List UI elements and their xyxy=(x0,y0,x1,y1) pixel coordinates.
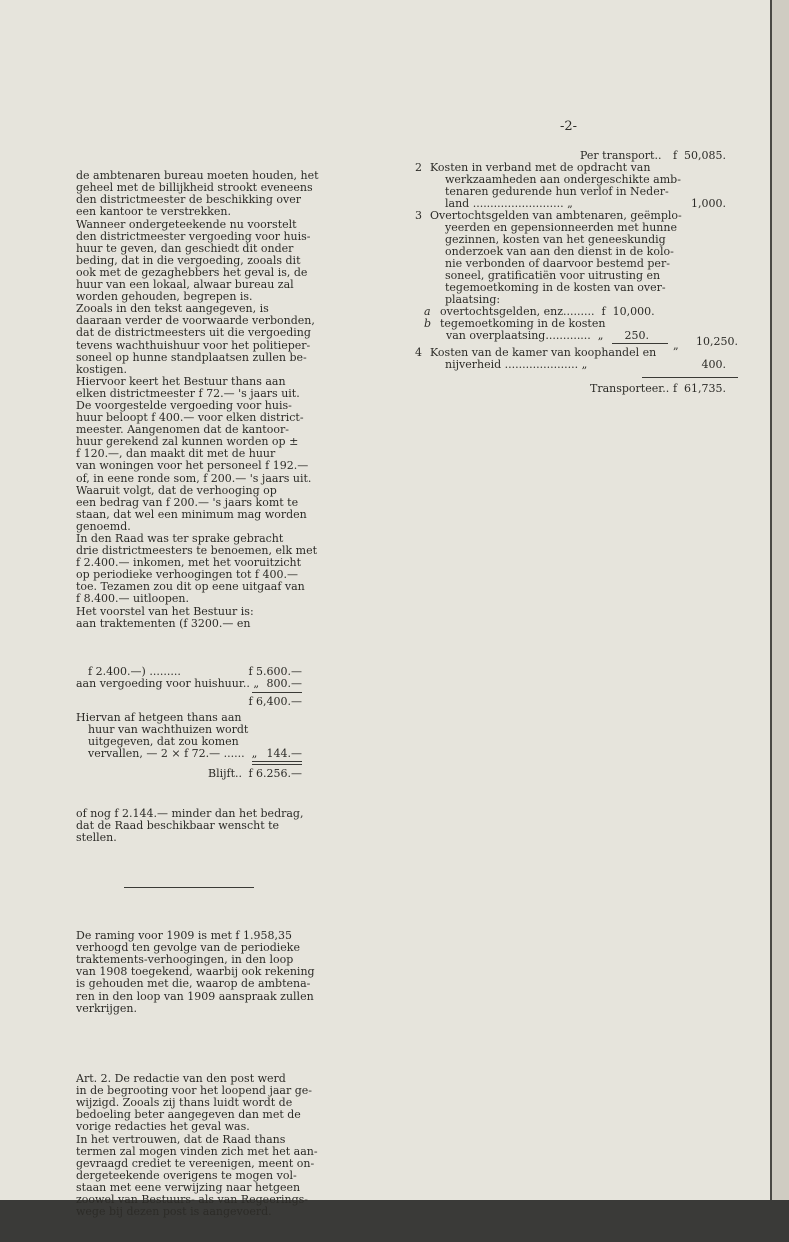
calc-tail-line-3: stellen. xyxy=(76,831,117,845)
item-3-quote: „ xyxy=(673,339,679,352)
item-3-line-4: onderzoek van aan den dienst in de kolo- xyxy=(445,245,674,258)
left-para1-line-30: genoemd. xyxy=(76,519,131,533)
item-3-line-2: yeerden en gepensionneerden met hunne xyxy=(445,221,677,234)
left-para1-line-11: worden gehouden, begrepen is. xyxy=(76,290,253,304)
left-para1-line-35: toe. Tezamen zou dit op eene uitgaaf van xyxy=(76,580,305,594)
calc-line-3: Hiervan af hetgeen thans aan xyxy=(76,711,242,725)
left-para2-line-3: traktements-verhoogingen, in den loop xyxy=(76,953,294,967)
left-para2-line-6: ren in den loop van 1909 aanspraak zullen xyxy=(76,989,314,1003)
calc-amount-6: 144.— xyxy=(266,747,302,761)
left-para1-line-19: elken districtmeester f 72.— 's jaars uit. xyxy=(76,386,300,400)
item-4-line-2: nijverheid ..................... „ xyxy=(445,358,588,371)
left-para1-line-28: een bedrag van f 200.— 's jaars komt te xyxy=(76,495,299,509)
calc-tail-line-1: of nog f 2.144.— minder dan het bedrag, xyxy=(76,807,304,821)
left-para3-line-1: Art. 2. De redactie van den post werd xyxy=(76,1072,286,1086)
item-4-amount: 400. xyxy=(701,358,726,371)
left-paragraph-1 xyxy=(76,169,319,630)
item-3-line-3: gezinnen, kosten van het geneeskundig xyxy=(445,233,666,246)
left-para1-line-17: kostigen. xyxy=(76,362,128,376)
item-4-number: 4 xyxy=(415,346,422,359)
left-column xyxy=(76,146,319,1242)
transport-amount: f 50,085. xyxy=(672,149,726,162)
left-para1-line-22: meester. Aangenomen dat de kantoor- xyxy=(76,423,289,437)
left-para3-line-5: vorige redacties het geval was. xyxy=(76,1120,250,1134)
left-para1-line-38: aan traktementen (f 3200.— en xyxy=(76,616,251,630)
item-3-line-8: plaatsing: xyxy=(445,293,501,306)
section-divider xyxy=(124,887,254,888)
left-para2-line-5: is gehouden met die, waarop de ambtena- xyxy=(76,977,311,991)
left-para1-line-16: soneel op hunne standplaatsen zullen be- xyxy=(76,350,307,364)
left-para3-line-10: staan met eene verwijzing naar hetgeen xyxy=(76,1180,301,1194)
total-rule xyxy=(642,377,738,378)
left-para3-line-4: bedoeling beter aangegeven dan met de xyxy=(76,1108,301,1122)
left-para1-line-23: huur gerekend zal kunnen worden op ± xyxy=(76,435,299,449)
sub-b-text-2: van overplaatsing............. „ 250. xyxy=(446,329,649,342)
left-para3-line-2: in de begrooting voor het loopend jaar ge- xyxy=(76,1084,313,1098)
left-para3-line-6: In het vertrouwen, dat de Raad thans xyxy=(76,1132,286,1146)
calc-subtotal: f 6,400.— xyxy=(248,695,302,709)
calc-line-6: vervallen, — 2 × f 72.— ...... „ xyxy=(88,747,258,761)
left-para1-line-20: De voorgestelde vergoeding voor huis- xyxy=(76,398,292,412)
left-para3-line-12: wege bij dezen post is aangevoerd. xyxy=(76,1205,272,1219)
left-para1-line-37: Het voorstel van het Bestuur is: xyxy=(76,604,254,618)
left-paragraph-2 xyxy=(76,929,315,1015)
carry-label: Transporteer.. xyxy=(590,382,670,395)
sub-b-letter: b xyxy=(424,317,432,330)
left-para3-line-3: wijzigd. Zooals zij thans luidt wordt de xyxy=(76,1096,293,1110)
left-para3-line-9: dergeteekende overigens te mogen vol- xyxy=(76,1168,297,1182)
left-para1-line-25: van woningen voor het personeel f 192.— xyxy=(76,459,309,473)
item-3-line-1: Overtochtsgelden van ambtenaren, geëmplo- xyxy=(430,209,682,222)
sub-b-text-1: tegemoetkoming in de kosten xyxy=(440,317,606,330)
left-para1-line-7: huur te geven, dan geschiedt dit onder xyxy=(76,241,294,255)
item-2-line-2: werkzaamheden aan ondergeschikte amb- xyxy=(445,173,681,186)
left-para1-line-5: Wanneer ondergeteekende nu voorstelt xyxy=(76,217,297,231)
page-edge xyxy=(770,0,789,1200)
left-para1-line-3: den districtmeester de beschikking over xyxy=(76,193,301,207)
item-4-line-1: Kosten van de kamer van koophandel en xyxy=(430,346,657,359)
left-para1-line-6: den districtmeester vergoeding voor huis- xyxy=(76,229,311,243)
left-para2-line-2: verhoogd ten gevolge van de periodieke xyxy=(76,941,300,955)
item-3-number: 3 xyxy=(415,209,422,222)
left-para1-line-12: Zooals in den tekst aangegeven, is xyxy=(76,302,269,316)
difference-rule xyxy=(252,761,302,762)
left-para1-line-9: ook met de gezaghebbers het geval is, de xyxy=(76,265,308,279)
sub-a-text: overtochtsgelden, enz......... f 10,000. xyxy=(440,305,655,318)
calc-tail-line-2: dat de Raad beschikbaar wenscht te xyxy=(76,819,280,833)
calc-line-2: aan vergoeding voor huishuur.. „ xyxy=(76,677,260,691)
left-para1-line-36: f 8.400.— uitloopen. xyxy=(76,592,189,606)
remain-label: Blijft.. xyxy=(208,767,243,781)
carry-amount: f 61,735. xyxy=(672,382,726,395)
left-para2-line-1: De raming voor 1909 is met f 1.958,35 xyxy=(76,929,292,943)
left-para3-line-11: zoowel van Bestuurs- als van Regeerings- xyxy=(76,1193,308,1207)
left-para1-line-32: drie districtmeesters te benoemen, elk met xyxy=(76,544,317,558)
item-2-amount: 1,000. xyxy=(691,197,726,210)
left-paragraph-3 xyxy=(76,1072,318,1219)
left-para1-line-18: Hiervoor keert het Bestuur thans aan xyxy=(76,374,286,388)
sub-a-letter: a xyxy=(424,305,431,318)
calculation-block xyxy=(76,666,306,784)
left-para3-line-7: termen zal mogen vinden zich met het aan- xyxy=(76,1144,318,1158)
calc-line-5: uitgegeven, dat zou komen xyxy=(88,735,239,749)
item-2-line-4: land .......................... „ xyxy=(445,197,573,210)
item-3-line-5: nie verbonden of daarvoor bestemd per- xyxy=(445,257,670,270)
left-para3-line-8: gevraagd crediet te vereenigen, meent on- xyxy=(76,1156,315,1170)
left-para1-line-27: Waaruit volgt, dat de verhooging op xyxy=(76,483,277,497)
difference-rule-2 xyxy=(252,764,302,765)
left-para1-line-33: f 2.400.— inkomen, met het vooruitzicht xyxy=(76,556,302,570)
page-number: -2- xyxy=(560,119,578,134)
item-2-line-1: Kosten in verband met de opdracht van xyxy=(430,161,651,174)
item-2-line-3: tenaren gedurende hun verlof in Neder- xyxy=(445,185,669,198)
left-para1-line-21: huur beloopt f 400.— voor elken district- xyxy=(76,411,304,425)
left-para1-line-26: of, in eene ronde som, f 200.— 's jaars uit. xyxy=(76,471,312,485)
item-3-line-7: tegemoetkoming in de kosten van over- xyxy=(445,281,666,294)
left-para1-line-31: In den Raad was ter sprake gebracht xyxy=(76,532,284,545)
item-2-number: 2 xyxy=(415,161,422,174)
calc-amount-1: f 5.600.— xyxy=(248,665,302,679)
left-para1-line-4: een kantoor te verstrekken. xyxy=(76,205,231,219)
left-para1-line-29: staan, dat wel een minimum mag worden xyxy=(76,507,307,521)
left-para1-line-34: op periodieke verhoogingen tot f 400.— xyxy=(76,568,298,582)
calc-tail-lines xyxy=(76,808,306,844)
left-para1-line-13: daaraan verder de voorwaarde verbonden, xyxy=(76,314,315,328)
left-para2-line-7: verkrijgen. xyxy=(76,1001,137,1015)
left-para2-line-4: van 1908 toegekend, waarbij ook rekening xyxy=(76,965,315,979)
left-para1-line-24: f 120.—, dan maakt dit met de huur xyxy=(76,447,276,461)
item-3-amount: 10,250. xyxy=(696,335,738,348)
left-para1-line-10: huur van een lokaal, alwaar bureau zal xyxy=(76,278,294,292)
left-para1-line-15: tevens wachthuishuur voor het politieper- xyxy=(76,338,311,352)
sum-rule xyxy=(252,692,302,693)
left-para1-line-1: de ambtenaren bureau moeten houden, het xyxy=(76,169,319,183)
left-para1-line-2: geheel met de billijkheid strookt eveneens xyxy=(76,181,313,195)
left-para1-line-14: dat de districtmeesters uit die vergoeding xyxy=(76,326,311,340)
left-para1-line-8: beding, dat in die vergoeding, zooals dit xyxy=(76,253,301,267)
item-3-line-6: soneel, gratificatiën voor uitrusting en xyxy=(445,269,661,282)
remain-amount: f 6.256.— xyxy=(248,767,302,781)
calc-amount-2: 800.— xyxy=(266,677,302,691)
calc-line-4: huur van wachthuizen wordt xyxy=(88,723,249,737)
transport-label: Per transport.. xyxy=(580,149,662,162)
calc-line-1: f 2.400.—) ......... xyxy=(88,665,181,679)
